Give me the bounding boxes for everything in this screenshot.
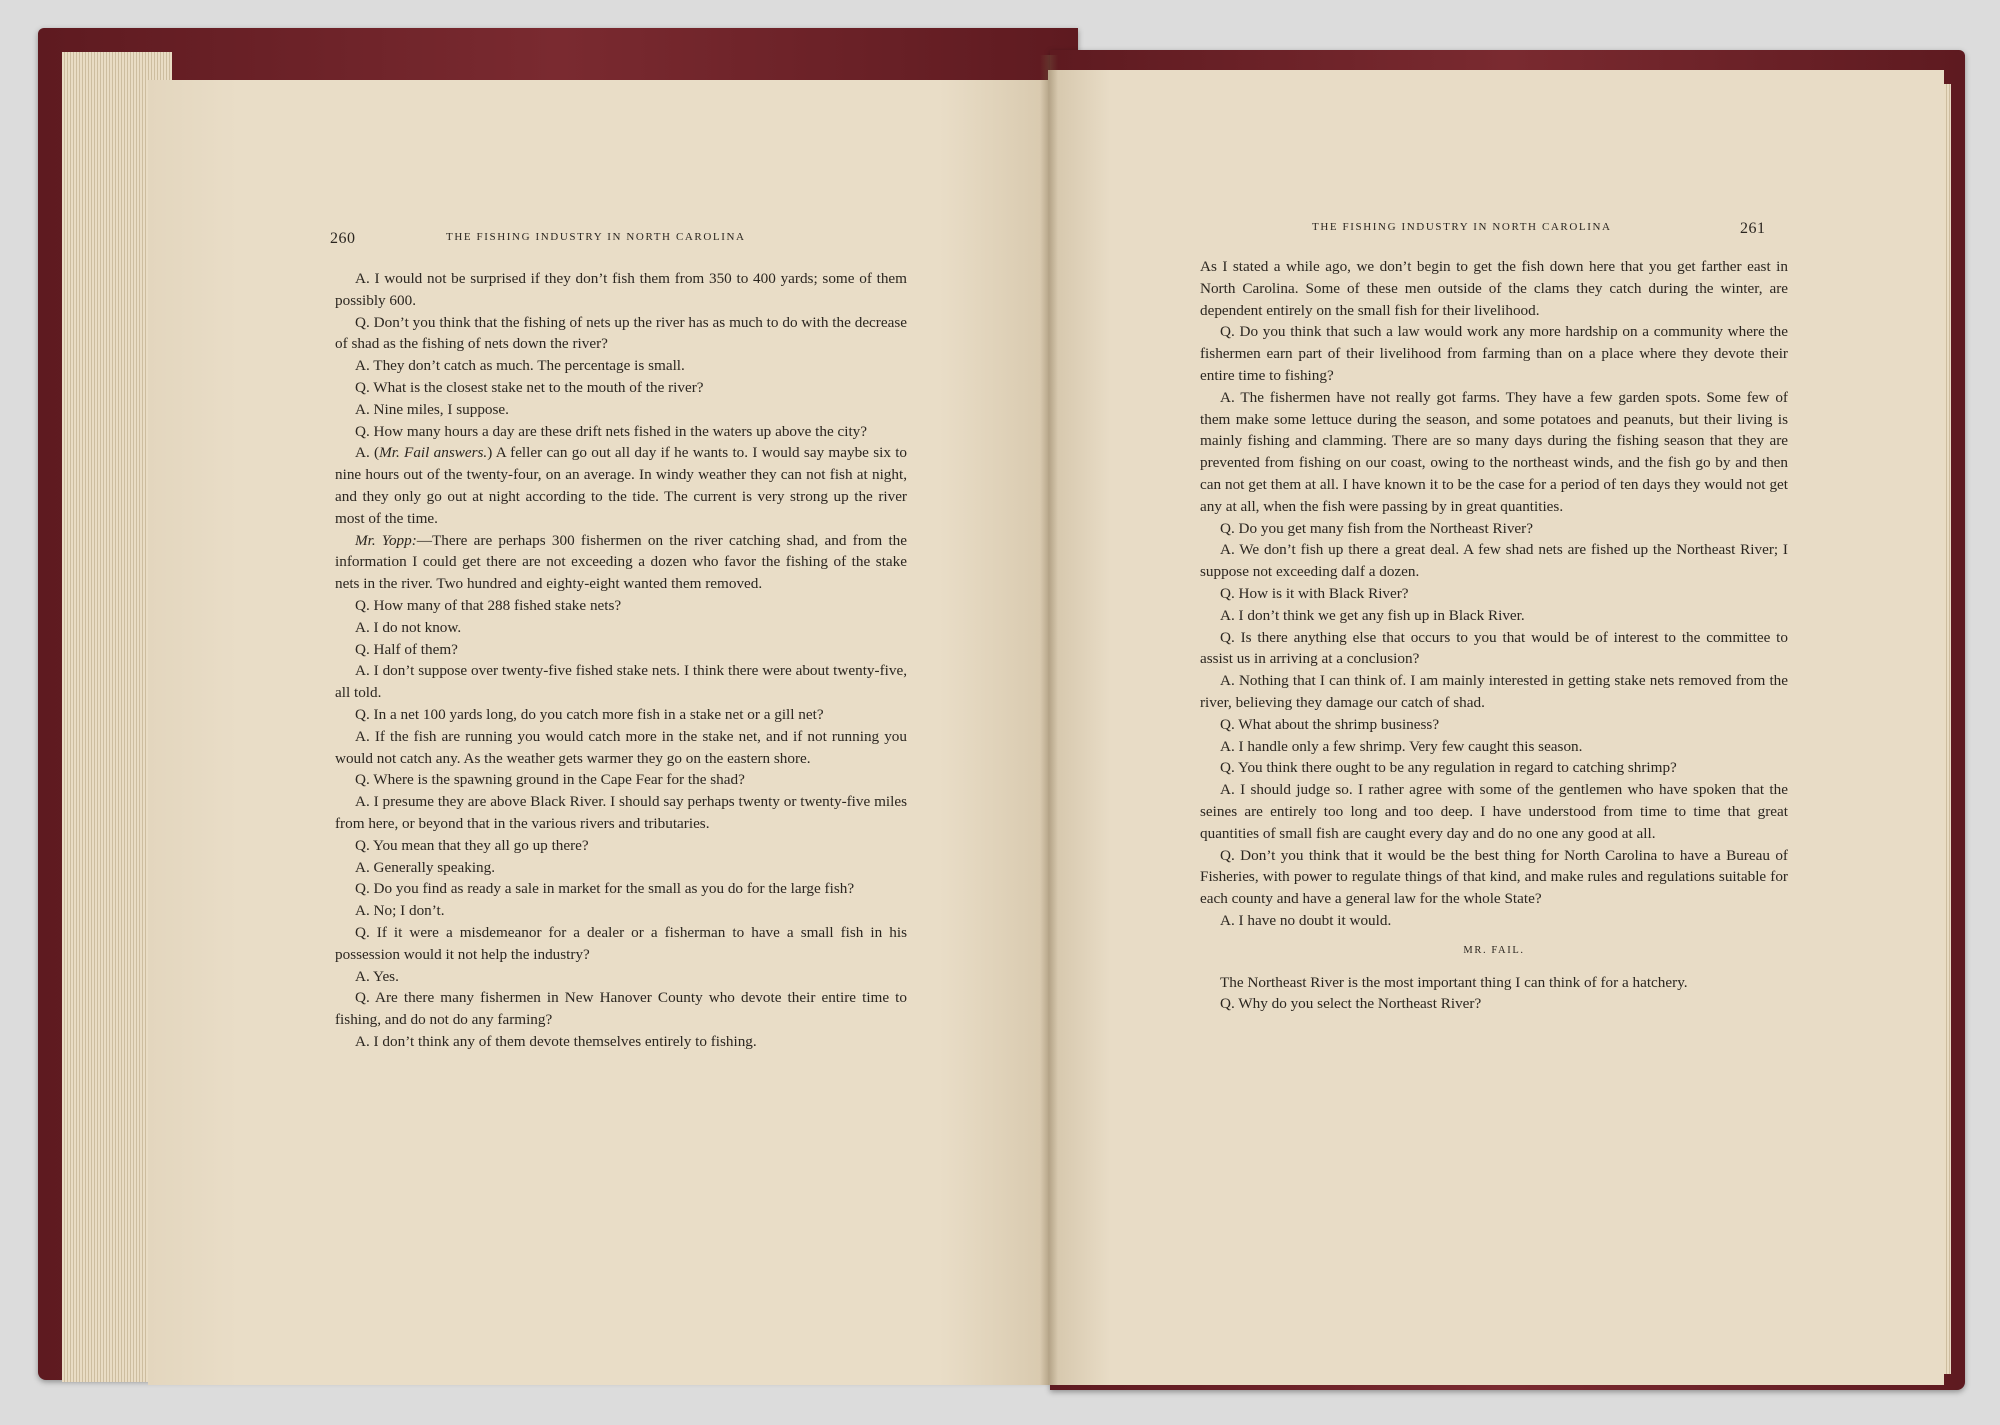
paragraph: Q. Are there many fishermen in New Hanover County who devote their entire time to fishing, and do not do any farming? xyxy=(335,989,907,1029)
paragraph: A. If the fish are running you would catch more in the stake net, and if not running you would not catch any. As the weather gets warmer they go on the eastern shore. xyxy=(335,727,907,767)
paragraph: A. We don’t fish up there a great deal. A few shad nets are fished up the Northeast River; I suppose not exceeding dalf a dozen. xyxy=(1200,541,1788,581)
paragraph: A. I don’t think we get any fish up in Black River. xyxy=(1220,606,1525,624)
paragraph: Q. Why do you select the Northeast River? xyxy=(1220,995,1482,1013)
paragraph: Q. How many hours a day are these drift nets fished in the waters up above the city? xyxy=(355,422,867,440)
speaker-note: Mr. Yopp: xyxy=(355,531,417,549)
left-page-body xyxy=(335,268,907,1053)
paragraph-prefix: A. ( xyxy=(355,444,380,462)
speaker-note: Mr. Fail answers. xyxy=(379,444,488,462)
page-number: 260 xyxy=(330,230,356,247)
paragraph: A. I presume they are above Black River. I should say perhaps twenty or twenty-five miles from here, or beyond that in the various rivers and tributaries. xyxy=(335,793,907,832)
paragraph: A. The fishermen have not really got farms. They have a few garden spots. Some few of them make some lettuce during the season, and some potatoes and peanuts, but their living is mainly fishing and clamming. There are so many days during the fishing season that they are prevented from fishing on our coast, owing to the northeast winds, and the fish go by and then can not get them at all. I have known it to be the case for a period of ten days they would not get any at all, when the fish were passing by in great quantities. xyxy=(1200,388,1788,515)
paragraph-group xyxy=(1200,256,1788,932)
paragraph: As I stated a while ago, we don’t begin to get the fish down here that you get farther east in North Carolina. Some of these men outside of the clams they catch during the winter, are dependent entirely on the small fish for their livelihood. xyxy=(1200,258,1788,319)
paragraph: Q. How many of that 288 fished stake nets? xyxy=(355,596,622,614)
paragraph: Q. Do you find as ready a sale in market for the small as you do for the large fish? xyxy=(355,880,855,898)
paragraph: Q. What is the closest stake net to the mouth of the river? xyxy=(355,378,704,396)
paragraph: A. Nothing that I can think of. I am mainly interested in getting stake nets removed from the river, believing they damage our catch of shad. xyxy=(1200,672,1788,711)
paragraph: Q. Don’t you think that the fishing of nets up the river has as much to do with the decrease of shad as the fishing of nets down the river? xyxy=(335,313,907,353)
paragraph: A. No; I don’t. xyxy=(355,902,445,920)
paragraph: A. I don’t suppose over twenty-five fished stake nets. I think there were about twenty-five, all told. xyxy=(335,662,907,702)
paragraph-group xyxy=(1200,972,1788,1016)
paragraph xyxy=(335,442,907,529)
paragraph: A. Nine miles, I suppose. xyxy=(355,400,509,418)
paragraph: Q. You mean that they all go up there? xyxy=(355,836,589,854)
paragraph xyxy=(335,530,907,595)
paragraph: Q. Is there anything else that occurs to you that would be of interest to the committee to assist us in arriving at a conclusion? xyxy=(1200,628,1788,668)
paragraph: A. I would not be surprised if they don’t fish them from 350 to 400 yards; some of them possibly 600. xyxy=(335,270,907,309)
running-head: THE FISHING INDUSTRY IN NORTH CAROLINA xyxy=(1312,221,1612,233)
running-head: THE FISHING INDUSTRY IN NORTH CAROLINA xyxy=(446,231,746,243)
paragraph: A. I don’t think any of them devote themselves entirely to fishing. xyxy=(355,1032,757,1050)
paragraph: Q. Do you get many fish from the Northeast River? xyxy=(1220,519,1533,537)
paragraph: The Northeast River is the most important thing I can think of for a hatchery. xyxy=(1220,973,1688,991)
paragraph-text: ) A feller can go out all day if he wants to. I would say maybe six to nine hours out of the twenty-four, on an average. In windy weather they can not fish at night, and they only go out at night according to the tide. The current is very strong up the river most of the time. xyxy=(335,444,908,527)
page-number: 261 xyxy=(1740,220,1766,237)
paragraph: A. I handle only a few shrimp. Very few caught this season. xyxy=(1220,737,1583,755)
paragraph: Q. Do you think that such a law would work any more hardship on a community where the fishermen earn part of their livelihood from farming than on a place where they devote their entire time to fishing? xyxy=(1200,323,1788,384)
paragraph: Q. In a net 100 yards long, do you catch more fish in a stake net or a gill net? xyxy=(355,705,824,723)
paragraph-text: —There are perhaps 300 fishermen on the river catching shad, and from the information I could get there are not exceeding a dozen who favor the fishing of the stake nets in the river. Two hundred and eighty-eight wanted them removed. xyxy=(335,531,907,593)
right-page-body xyxy=(1200,256,1788,1015)
paragraph: Q. How is it with Black River? xyxy=(1220,584,1409,602)
paragraph: Q. You think there ought to be any regulation in regard to catching shrimp? xyxy=(1220,759,1677,777)
paragraph: A. I should judge so. I rather agree with some of the gentlemen who have spoken that the seines are entirely too long and too deep. I have understood from time to time that great quantities of small fish are caught every day and do no one any good at all. xyxy=(1200,781,1788,842)
paragraph: Q. What about the shrimp business? xyxy=(1220,715,1440,733)
right-page xyxy=(1048,70,1944,1385)
paragraph: A. They don’t catch as much. The percentage is small. xyxy=(355,357,685,375)
book-gutter xyxy=(1040,55,1058,1385)
section-heading: MR. FAIL. xyxy=(1463,944,1525,956)
paragraph: Q. Where is the spawning ground in the Cape Fear for the shad? xyxy=(355,771,745,789)
paragraph: A. Yes. xyxy=(355,967,399,985)
paragraph: A. Generally speaking. xyxy=(355,858,496,876)
paragraph: A. I have no doubt it would. xyxy=(1220,911,1392,929)
paragraph: A. I do not know. xyxy=(355,618,462,636)
paragraph: Q. Half of them? xyxy=(355,640,458,658)
left-page xyxy=(148,80,1048,1385)
paragraph: Q. Don’t you think that it would be the best thing for North Carolina to have a Bureau of Fisheries, with power to regulate things of that kind, and make rules and regulations suitable for each county and have a general law for the whole State? xyxy=(1200,846,1788,908)
paragraph: Q. If it were a misdemeanor for a dealer or a fisherman to have a small fish in his possession would it not help the industry? xyxy=(335,923,907,963)
